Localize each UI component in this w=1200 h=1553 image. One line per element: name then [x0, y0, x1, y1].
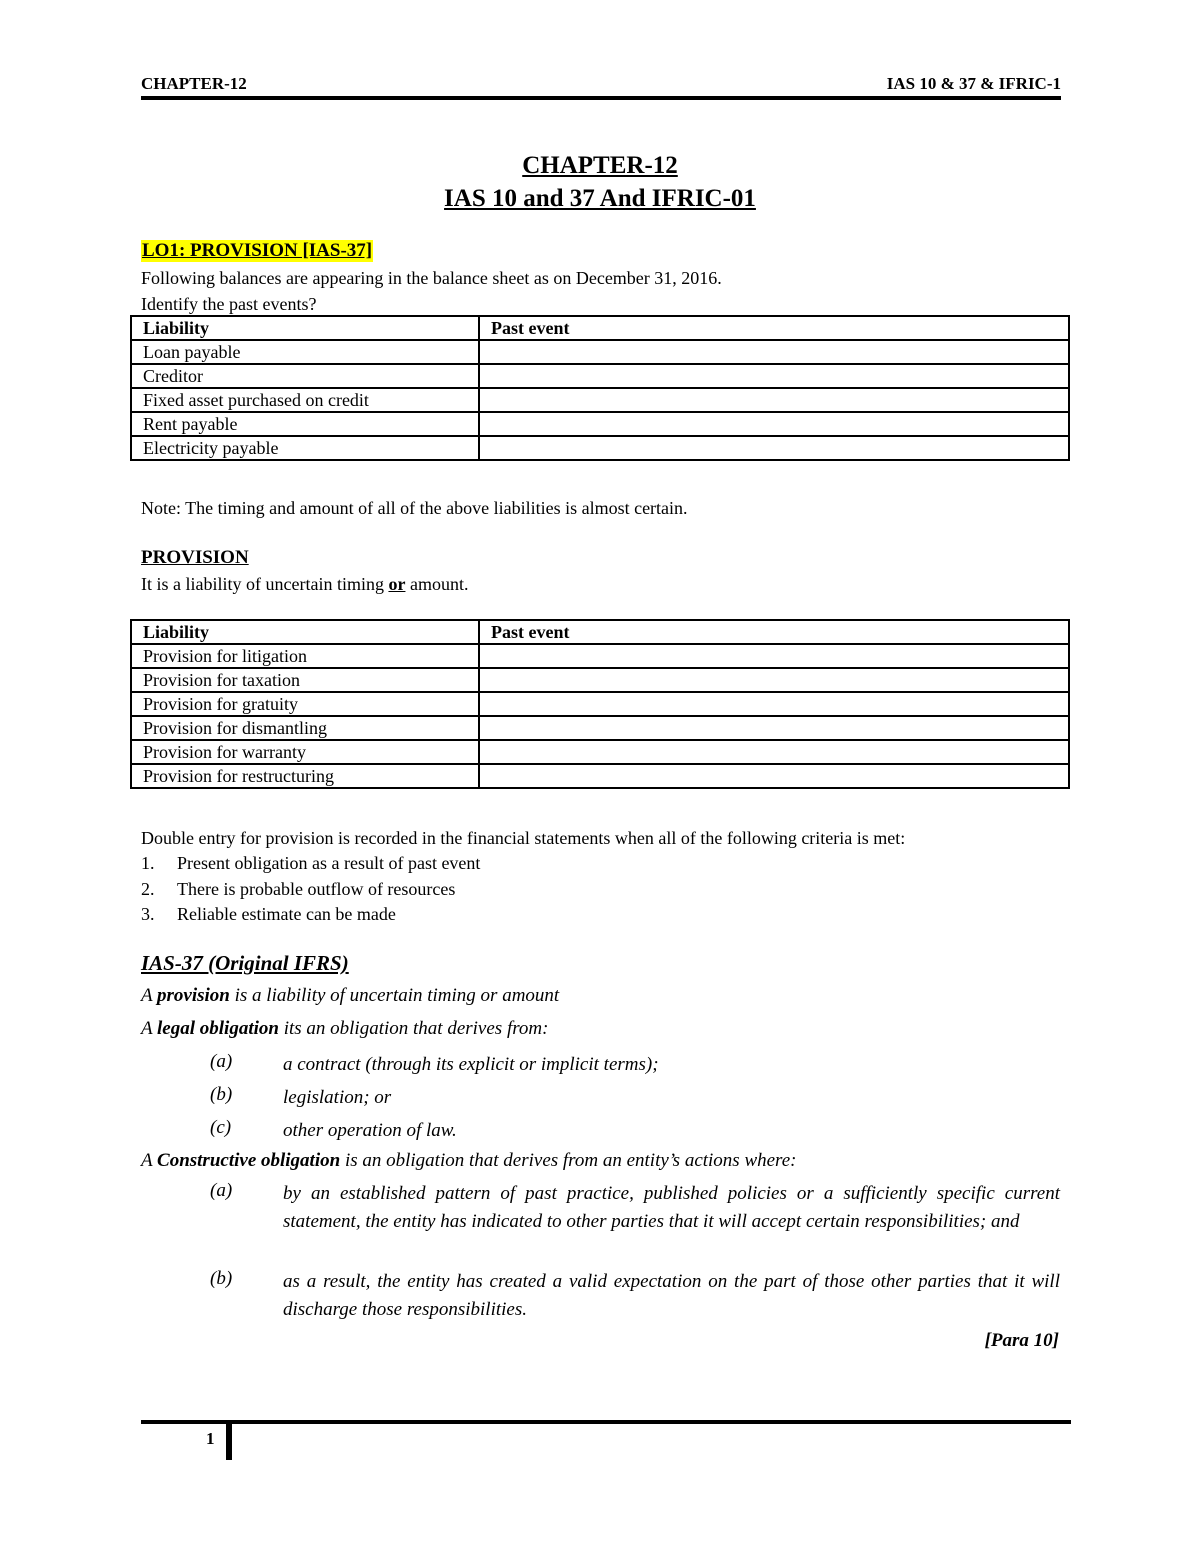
past-event-cell[interactable] [479, 436, 1069, 460]
item-text: by an established pattern of past practice, published policies or a sufficiently specific current statement, the entity has indicated to other parties that it will accept certain responsibilities; and [283, 1183, 1060, 1232]
certainty-note: Note: The timing and amount of all of the above liabilities is almost certain. [141, 498, 688, 518]
table-row [131, 412, 1069, 436]
definition-prefix: A [141, 1018, 158, 1039]
liability-cell: Electricity payable [131, 436, 479, 460]
liability-cell: Rent payable [131, 412, 479, 436]
past-event-cell[interactable] [479, 340, 1069, 364]
provision-definition-ifrs [141, 985, 559, 1007]
past-event-cell[interactable] [479, 412, 1069, 436]
item-text: a contract (through its explicit or implicit terms); [283, 1054, 659, 1075]
paragraph-reference: [Para 10] [984, 1330, 1059, 1351]
header-chapter: CHAPTER-12 [141, 74, 247, 93]
past-event-cell[interactable] [479, 668, 1069, 692]
definition-term: provision [157, 985, 230, 1006]
definition-text: is an obligation that derives from an entity’s actions where: [340, 1150, 797, 1171]
ias37-heading: IAS-37 (Original IFRS) [141, 951, 349, 975]
liability-cell: Loan payable [131, 340, 479, 364]
chapter-title: CHAPTER-12 [522, 152, 678, 179]
criteria-list [141, 851, 480, 928]
provision-definition [141, 574, 468, 595]
list-item [141, 877, 480, 903]
legal-item [210, 1051, 1060, 1079]
table-header-row [131, 620, 1069, 644]
past-event-cell[interactable] [479, 364, 1069, 388]
definition-term: Constructive obligation [157, 1150, 341, 1171]
lo1-heading: LO1: PROVISION [IAS-37] [142, 240, 373, 261]
table-row [131, 764, 1069, 788]
list-number: 3. [141, 904, 155, 924]
table-header-row [131, 316, 1069, 340]
chapter-subtitle: IAS 10 and 37 And IFRIC-01 [444, 185, 756, 212]
running-header [141, 74, 1061, 100]
criteria-intro: Double entry for provision is recorded in the financial statements when all of the following criteria is met: [141, 828, 906, 848]
liability-cell: Provision for dismantling [131, 716, 479, 740]
item-text: legislation; or [283, 1087, 392, 1108]
definition-emphasis: or [388, 574, 406, 594]
table-row [131, 692, 1069, 716]
item-marker: (b) [210, 1084, 233, 1105]
item-text: other operation of law. [283, 1120, 457, 1141]
list-number: 1. [141, 853, 155, 873]
table-row [131, 436, 1069, 460]
past-event-cell[interactable] [479, 692, 1069, 716]
definition-term: legal obligation [157, 1018, 279, 1039]
definition-prefix: A [141, 985, 158, 1006]
liability-cell: Provision for warranty [131, 740, 479, 764]
item-marker: (a) [210, 1051, 233, 1072]
item-text: as a result, the entity has created a valid expectation on the part of those other parties that it will discharge those responsibilities. [283, 1271, 1060, 1320]
definition-text: its an obligation that derives from: [278, 1018, 549, 1039]
past-event-cell[interactable] [479, 388, 1069, 412]
list-item [141, 902, 480, 928]
page-number: 1 [206, 1429, 215, 1448]
table-row [131, 340, 1069, 364]
lo1-question: Identify the past events? [141, 294, 317, 314]
liability-cell: Provision for litigation [131, 644, 479, 668]
item-marker: (c) [210, 1117, 232, 1138]
liabilities-table [130, 315, 1070, 461]
constructive-item [210, 1180, 1060, 1235]
list-text: There is probable outflow of resources [177, 878, 456, 899]
definition-prefix: A [141, 1150, 158, 1171]
header-standards: IAS 10 & 37 & IFRIC-1 [886, 74, 1061, 93]
past-event-cell[interactable] [479, 740, 1069, 764]
list-text: Reliable estimate can be made [177, 904, 396, 924]
past-event-cell[interactable] [479, 764, 1069, 788]
liability-cell: Provision for restructuring [131, 764, 479, 788]
table-row [131, 668, 1069, 692]
liability-cell: Provision for gratuity [131, 692, 479, 716]
column-header-past-event: Past event [479, 316, 1069, 340]
definition-text: It is a liability of uncertain timing [141, 574, 389, 594]
footer-divider [226, 1420, 232, 1460]
liability-cell: Fixed asset purchased on credit [131, 388, 479, 412]
item-marker: (b) [210, 1268, 233, 1289]
table-row [131, 364, 1069, 388]
legal-obligation-definition [141, 1018, 548, 1040]
footer-rule [141, 1420, 1071, 1424]
list-item [141, 851, 480, 877]
legal-item [210, 1084, 1060, 1112]
definition-text: is a liability of uncertain timing or amount [229, 985, 560, 1006]
liability-cell: Creditor [131, 364, 479, 388]
table-row [131, 644, 1069, 668]
provisions-table [130, 619, 1070, 789]
table-row [131, 716, 1069, 740]
liability-cell: Provision for taxation [131, 668, 479, 692]
table-row [131, 388, 1069, 412]
constructive-obligation-definition [141, 1150, 797, 1172]
list-text: Present obligation as a result of past event [177, 853, 481, 873]
column-header-liability: Liability [131, 316, 479, 340]
legal-item [210, 1117, 1060, 1145]
provision-heading: PROVISION [141, 547, 249, 568]
constructive-item [210, 1268, 1060, 1323]
table-row [131, 740, 1069, 764]
column-header-liability: Liability [131, 620, 479, 644]
definition-text-end: amount. [405, 574, 469, 594]
list-number: 2. [141, 878, 155, 899]
column-header-past-event: Past event [479, 620, 1069, 644]
past-event-cell[interactable] [479, 644, 1069, 668]
past-event-cell[interactable] [479, 716, 1069, 740]
lo1-intro: Following balances are appearing in the balance sheet as on December 31, 2016. [141, 268, 722, 288]
item-marker: (a) [210, 1180, 233, 1201]
